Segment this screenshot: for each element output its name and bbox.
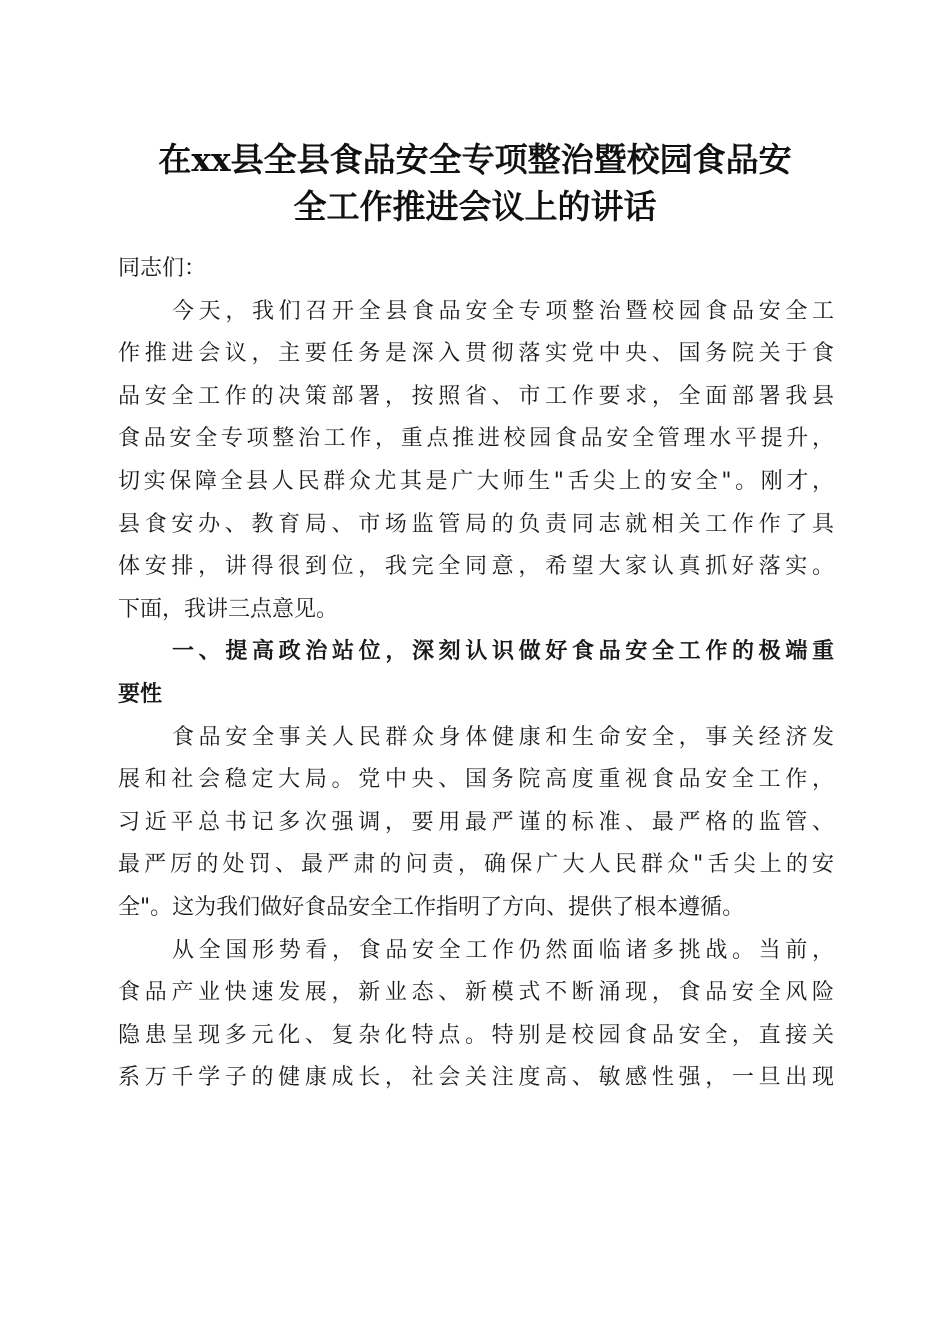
title-line: 全工作推进会议上的讲话	[293, 187, 657, 226]
document-body	[118, 248, 834, 1100]
paragraph-line: 县食安办、教育局、市场监管局的负责同志就相关工作作了具	[118, 511, 834, 537]
paragraph-line: 食品安全事关人民群众身体健康和生命安全，事关经济发	[172, 724, 834, 750]
paragraph-line: 习近平总书记多次强调，要用最严谨的标准、最严格的监管、	[118, 809, 834, 835]
paragraph-line: 体安排，讲得很到位，我完全同意，希望大家认真抓好落实。	[118, 554, 834, 580]
section-heading	[118, 631, 834, 716]
paragraph-line: 食品安全专项整治工作，重点推进校园食品安全管理水平提升，	[118, 426, 834, 452]
paragraph-line: 今天，我们召开全县食品安全专项整治暨校园食品安全工	[172, 298, 834, 324]
heading-line: 要性	[118, 681, 163, 707]
paragraph-line: 从全国形势看，食品安全工作仍然面临诸多挑战。当前，	[172, 937, 834, 963]
paragraph-line: 最严厉的处罚、最严肃的问责，确保广大人民群众"舌尖上的安	[118, 852, 834, 878]
paragraph	[118, 930, 834, 1100]
salutation: 同志们：	[118, 256, 207, 281]
paragraph-line: 下面，我讲三点意见。	[118, 596, 339, 622]
paragraph-line: 隐患呈现多元化、复杂化特点。特别是校园食品安全，直接关	[118, 1022, 834, 1048]
paragraph-line: 品安全工作的决策部署，按照省、市工作要求，全面部署我县	[118, 383, 834, 409]
paragraph-line: 切实保障全县人民群众尤其是广大师生"舌尖上的安全"。刚才，	[118, 468, 834, 494]
paragraph	[118, 717, 834, 930]
paragraph	[118, 291, 834, 632]
paragraph-line: 作推进会议，主要任务是深入贯彻落实党中央、国务院关于食	[118, 341, 834, 367]
title-line: 在xx县全县食品安全专项整治暨校园食品安	[158, 140, 792, 179]
document-title	[110, 136, 840, 230]
paragraph-line: 系万千学子的健康成长，社会关注度高、敏感性强，一旦出现	[118, 1065, 834, 1091]
heading-line: 一、提高政治站位，深刻认识做好食品安全工作的极端重	[172, 639, 834, 665]
paragraph-line: 展和社会稳定大局。党中央、国务院高度重视食品安全工作，	[118, 767, 834, 793]
paragraph-line: 食品产业快速发展，新业态、新模式不断涌现，食品安全风险	[118, 980, 834, 1006]
paragraph-line: 全"。这为我们做好食品安全工作指明了方向、提供了根本遵循。	[118, 894, 745, 920]
